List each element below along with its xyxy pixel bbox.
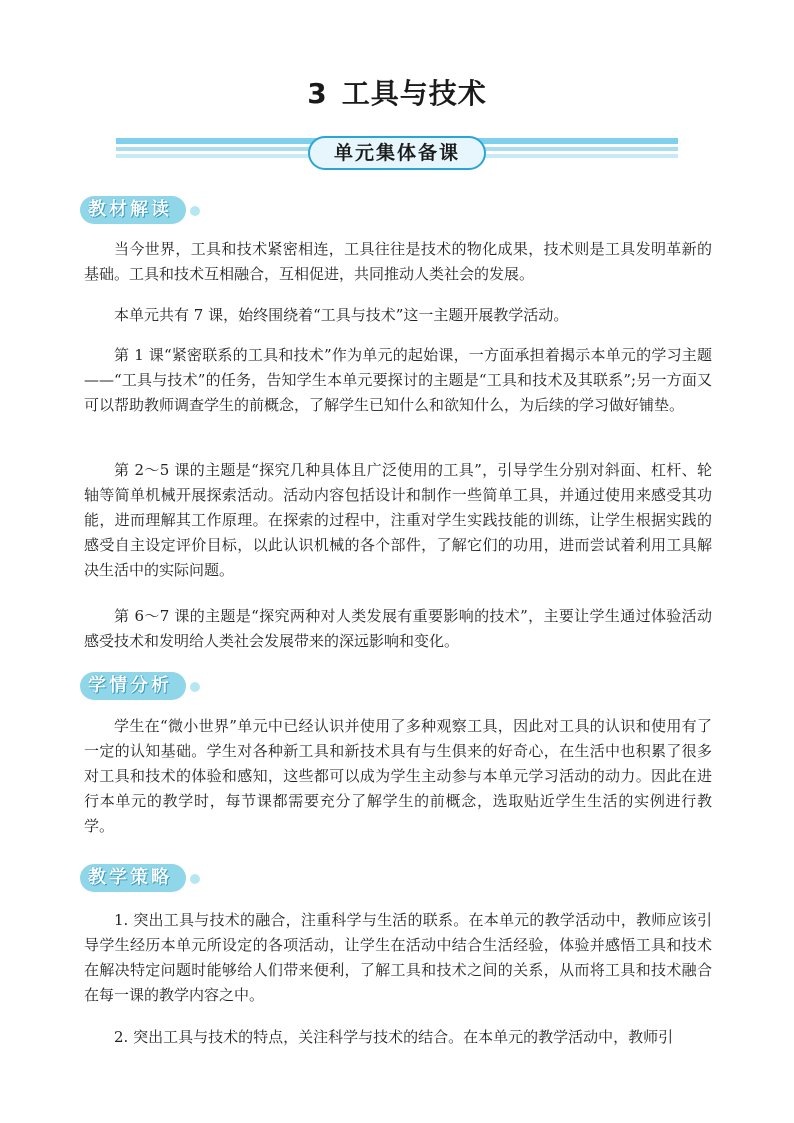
unit-title: 工具与技术 bbox=[341, 77, 487, 110]
section-heading-strategy bbox=[80, 864, 200, 894]
unit-number: 3 bbox=[307, 77, 328, 110]
section-heading-materials bbox=[80, 196, 200, 226]
section-badge: 教材解读 bbox=[80, 196, 186, 224]
paragraph: 第 6～7 课的主题是“探究两种对人类发展有重要影响的技术”，主要让学生通过体验活动感受技术和发明给人类社会发展带来的深远影响和变化。 bbox=[84, 607, 712, 650]
paragraph: 第 2～5 课的主题是“探究几种具体且广泛使用的工具”，引导学生分别对斜面、杠杆、轮轴等简单机械开展探索活动。活动内容包括设计和制作一些简单工具，并通过使用来感受其功能，进而理解其工作原理。在探索的过程中，注重对学生实践技能的训练，让学生根据实践的感受自主设定评价目标，以此认识机械的各个部件，了解它们的功用，进而尝试着利用工具解决生活中的实际问题。 bbox=[84, 461, 712, 579]
paragraph: 本单元共有 7 课，始终围绕着“工具与技术”这一主题开展教学活动。 bbox=[114, 306, 569, 324]
page-title bbox=[0, 72, 794, 112]
banner-label: 单元集体备课 bbox=[308, 136, 486, 170]
paragraph: 1. 突出工具与技术的融合，注重科学与生活的联系。在本单元的教学活动中，教师应该引导学生经历本单元所设定的各项活动，让学生在活动中结合生活经验，体验并感悟工具和技术在解决特定问题时能够给人们带来便利，了解工具和技术之间的关系，从而将工具和技术融合在每一课的教学内容之中。 bbox=[84, 911, 712, 1004]
paragraph: 第 1 课“紧密联系的工具和技术”作为单元的起始课，一方面承担着揭示本单元的学习主题——“工具与技术”的任务，告知学生本单元要探讨的主题是“工具和技术及其联系”;另一方面又可以帮助教师调查学生的前概念，了解学生已知什么和欲知什么，为后续的学习做好铺垫。 bbox=[84, 346, 712, 414]
badge-dot-icon bbox=[190, 682, 200, 692]
section-badge: 学情分析 bbox=[80, 672, 186, 700]
badge-dot-icon bbox=[190, 206, 200, 216]
paragraph: 学生在“微小世界”单元中已经认识并使用了多种观察工具，因此对工具的认识和使用有了一定的认知基础。学生对各种新工具和新技术具有与生俱来的好奇心，在生活中也积累了很多对工具和技术的体验和感知，这些都可以成为学生主动参与本单元学习活动的动力。因此在进行本单元的教学时，每节课都需要充分了解学生的前概念，选取贴近学生生活的实例进行教学。 bbox=[84, 717, 712, 835]
paragraph: 当今世界，工具和技术紧密相连，工具往往是技术的物化成果，技术则是工具发明革新的基础。工具和技术互相融合，互相促进，共同推动人类社会的发展。 bbox=[84, 240, 712, 283]
section-heading-learning bbox=[80, 672, 200, 702]
paragraph: 2. 突出工具与技术的特点，关注科学与技术的结合。在本单元的教学活动中，教师引 bbox=[114, 1028, 674, 1046]
section-badge: 教学策略 bbox=[80, 864, 186, 892]
section-banner bbox=[116, 136, 678, 172]
badge-dot-icon bbox=[190, 874, 200, 884]
